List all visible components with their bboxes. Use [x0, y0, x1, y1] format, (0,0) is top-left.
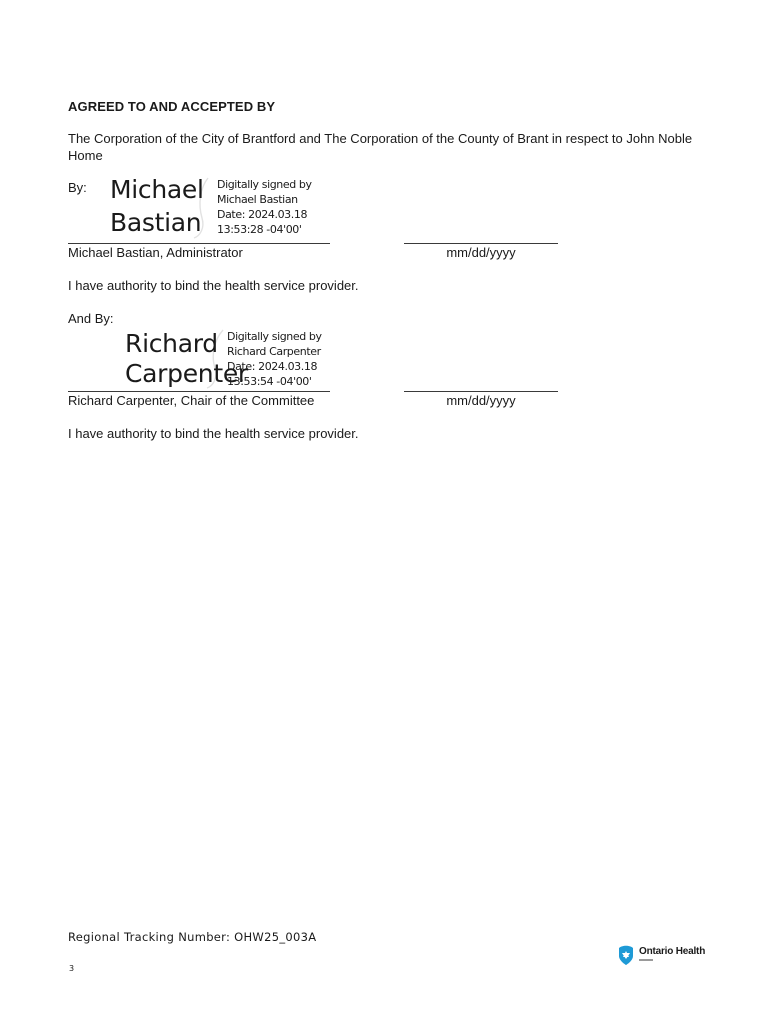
signature-block-1: [110, 174, 220, 240]
digital-signature-line: Date: 2024.03.18: [227, 360, 318, 373]
signature-line-2: [68, 391, 330, 392]
signature-name-line1: Richard: [125, 329, 218, 358]
by-label: By:: [68, 180, 87, 195]
ontario-trillium-icon: [616, 944, 636, 966]
digital-signature-details-1: [217, 177, 312, 237]
digital-signature-line: Digitally signed by: [217, 178, 312, 191]
intro-paragraph: The Corporation of the City of Brantford and The Corporation of the County of Brant in respect to John Noble Home: [68, 131, 693, 163]
date-line-1: [404, 243, 558, 244]
date-line-2: [404, 391, 558, 392]
logo-text: Ontario Health: [639, 946, 706, 957]
signature-name-line1: Michael: [110, 175, 204, 204]
digital-signature-details-2: [227, 329, 322, 389]
ontario-health-logo: [616, 944, 726, 968]
signatory-name-title-2: Richard Carpenter, Chair of the Committee: [68, 393, 315, 408]
section-heading: AGREED TO AND ACCEPTED BY: [68, 99, 276, 114]
signature-name-line2: Bastian: [110, 208, 202, 237]
authority-statement-1: I have authority to bind the health service provider.: [68, 278, 359, 293]
digital-signature-line: 13:53:28 -04'00': [217, 223, 302, 236]
signature-name-line2: Carpenter: [125, 359, 248, 388]
authority-statement-2: I have authority to bind the health service provider.: [68, 426, 359, 441]
digital-signature-line: Digitally signed by: [227, 330, 322, 343]
digital-signature-line: Richard Carpenter: [227, 345, 321, 358]
page-number: 3: [69, 964, 75, 973]
and-by-label: And By:: [68, 311, 114, 326]
digital-signature-line: Date: 2024.03.18: [217, 208, 308, 221]
digital-signature-line: 13:53:54 -04'00': [227, 375, 312, 388]
date-format-label-1: mm/dd/yyyy: [446, 245, 516, 260]
digital-signature-line: Michael Bastian: [217, 193, 298, 206]
logo-subtext-mark: [639, 959, 653, 961]
date-format-label-2: mm/dd/yyyy: [446, 393, 516, 408]
signature-line-1: [68, 243, 330, 244]
regional-tracking-number: Regional Tracking Number: OHW25_003A: [68, 930, 317, 944]
signatory-name-title-1: Michael Bastian, Administrator: [68, 245, 243, 260]
